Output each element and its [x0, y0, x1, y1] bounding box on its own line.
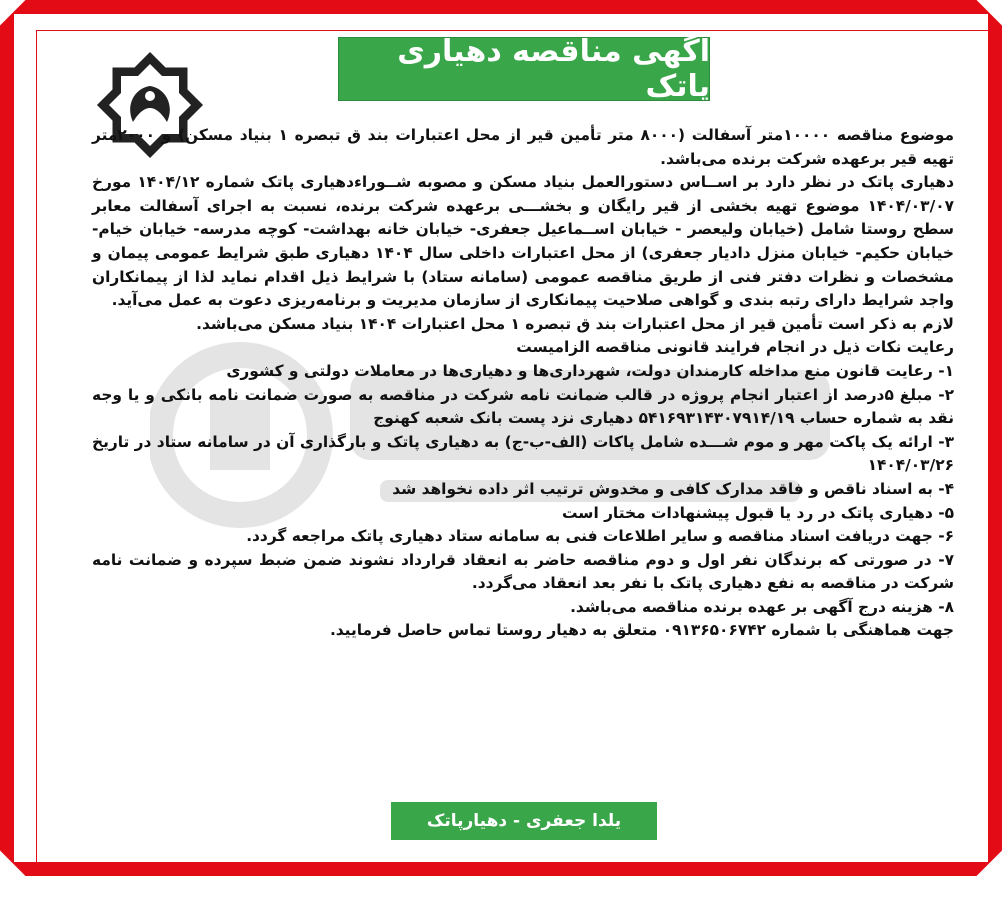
signature-banner: یلدا جعفری - دهیارپاتک: [391, 802, 657, 840]
notice-paragraph: لازم به ذکر است تأمین قیر از محل اعتبارات بند ق تبصره ۱ محل اعتبارات ۱۴۰۴ بنیاد مسکن می‌باشد.: [196, 314, 954, 333]
condition-item: ۷- در صورتی که برندگان نفر اول و دوم مناقصه حاضر به انعقاد قرارداد نشوند ضمن ضبط سپرده و ضمانت نامه شرکت در مناقصه به نفع دهیاری پاتک با نفر بعد انعقاد می‌گردد.: [92, 550, 954, 593]
condition-item: ۴- به اسناد ناقص و فاقد مدارک کافی و مخدوش ترتیب اثر داده نخواهد شد: [392, 479, 954, 498]
condition-item: ۲- مبلغ ۵درصد از اعتبار انجام پروژه در قالب ضمانت نامه شرکت در مناقصه به صورت ضمانت نامه بانکی و یا وجه نقد به شماره حساب ۵۴۱۶۹۳۱۴۳۰۷۹۱۴/۱۹ دهیاری نزد پست بانک شعبه کهنوج: [92, 385, 954, 428]
notice-paragraph: موضوع مناقصه ۱۰۰۰۰متر آسفالت (۸۰۰۰ متر تأمین قیر از محل اعتبارات بند ق تبصره ۱ بنیاد مسکن) و ۲۰۰۰متر تهیه قیر برعهده شرکت برنده می‌باشد.: [92, 126, 955, 168]
condition-item: ۱- رعایت قانون منع مداخله کارمندان دولت، شهرداری‌ها و دهیاری‌ها در معاملات دولتی و کشوری: [226, 361, 954, 380]
notice-paragraph: دهیاری پاتک در نظر دارد بر اســاس دستورالعمل بنیاد مسکن و مصوبه شــوراء‌دهیاری پاتک شماره ۱۴۰۴/۱۲ مورخ ۱۴۰۴/۰۳/۰۷ موضوع تهیه بخشی از قیر رایگان و بخشـــی برعهده شرکت برنده، نسبت به اجرای آسفالت معابر سطح روستا شامل (خیابان ولیعصر - خیابان اســماعیل جعفری- خیابان خانه بهداشت- کوچه مدرسه- خیابان خیام- خیابان حکیم- خیابان منزل دادیار جعفری) از محل اعتبارات داخلی سال ۱۴۰۴ دهیاری طبق شرایط عمومی پیمان و مشخصات و نظرات دفتر فنی از طریق مناقصه عمومی (سامانه ستاد) با شرایط ذیل اقدام نماید لذا از پیمانکاران واجد شرایط دارای رتبه بندی و گواهی صلاحیت پیمانکاری از سازمان مدیریت و برنامه‌ریزی دعوت به عمل می‌آید.: [92, 173, 954, 310]
notice-title: آگهی مناقصه دهیاری پاتک: [338, 37, 710, 101]
condition-item: ۶- جهت دریافت اسناد مناقصه و سایر اطلاعات فنی به سامانه ستاد دهیاری پاتک مراجعه گردد.: [246, 527, 954, 546]
condition-item: ۸- هزینه درج آگهی بر عهده برنده مناقصه می‌باشد.: [570, 597, 954, 616]
notice-body: [92, 124, 954, 643]
notice-paragraph: رعایت نکات ذیل در انجام فرایند قانونی مناقصه الزامیست: [516, 338, 954, 357]
contact-line: جهت هماهنگی با شماره ۰۹۱۳۶۵۰۶۷۴۲ متعلق به دهیار روستا تماس حاصل فرمایید.: [329, 621, 954, 640]
condition-item: ۳- ارائه یک پاکت مهر و موم شـــده شامل پاکات (الف-ب-ج) به دهیاری پاتک و بارگذاری آن در سامانه ستاد در تاریخ ۱۴۰۴/۰۳/۲۶: [92, 432, 954, 475]
condition-item: ۵- دهیاری پاتک در رد یا قبول پیشنهادات مختار است: [562, 503, 954, 522]
